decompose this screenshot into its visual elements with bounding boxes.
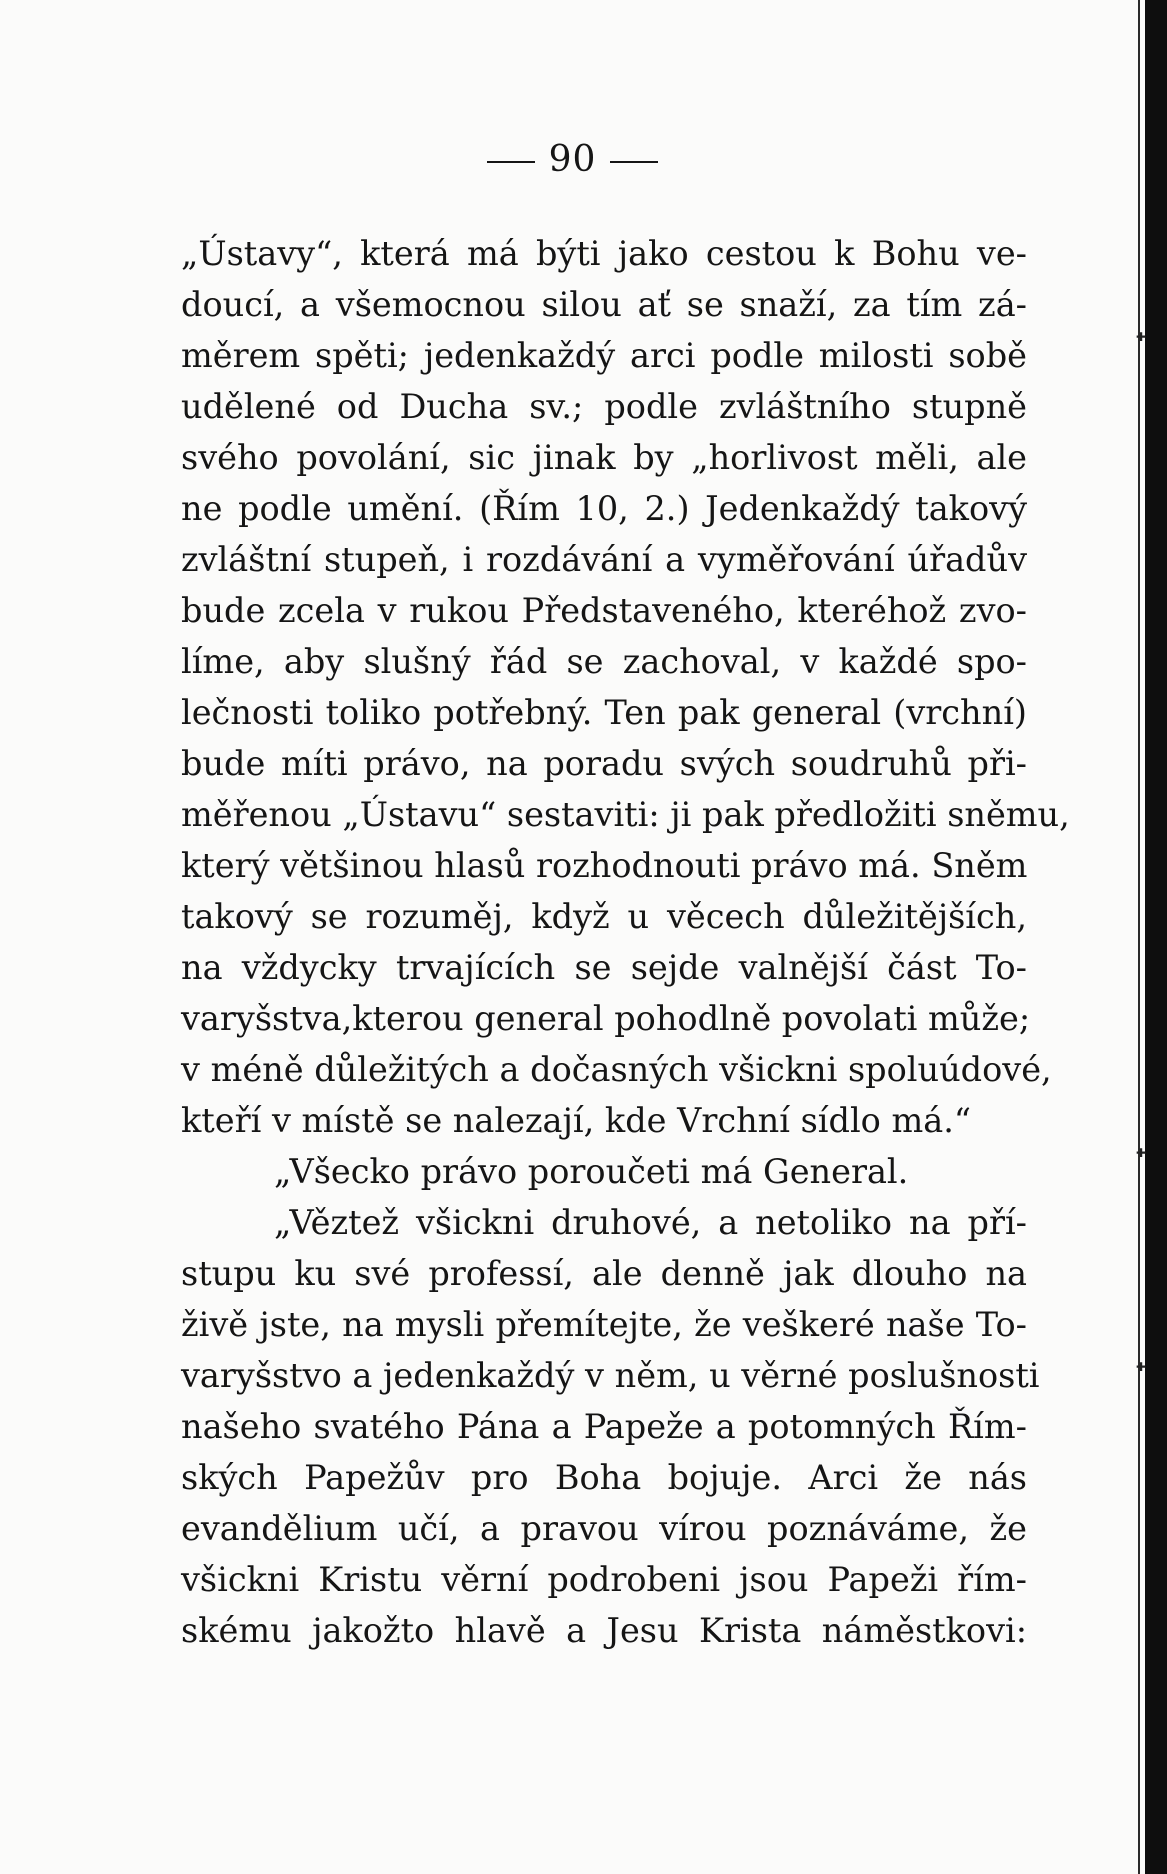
- text-line: doucí, a všemocnou silou ať se snaží, za tím zá-: [181, 285, 1027, 324]
- right-dash: [610, 161, 658, 163]
- text-line: varyšstvo a jedenkaždý v něm, u věrné poslušnosti: [181, 1356, 1040, 1395]
- scan-edge-mark: ✚: [1135, 1146, 1147, 1160]
- text-line: evandělium učí, a pravou vírou poznáváme, že: [181, 1509, 1027, 1548]
- text-line: varyšstva,kterou general pohodlně povolati může;: [181, 999, 1031, 1038]
- text-line: v méně důležitých a dočasných všickni spoluúdové,: [181, 1050, 1052, 1089]
- text-line: líme, aby slušný řád se zachoval, v každé spo-: [181, 642, 1027, 681]
- text-line: zvláštní stupeň, i rozdávání a vyměřování úřadův: [181, 540, 1027, 579]
- text-line: měřenou „Ústavu“ sestaviti: ji pak předložiti sněmu,: [181, 795, 1070, 834]
- text-line: kteří v místě se nalezají, kde Vrchní sídlo má.“: [181, 1101, 972, 1140]
- left-dash: [487, 161, 535, 163]
- text-line: „Věztež všickni druhové, a netoliko na pří-: [274, 1203, 1027, 1242]
- text-line: měrem spěti; jedenkaždý arci podle milosti sobě: [181, 336, 1027, 375]
- text-line: bude zcela v rukou Představeného, kteréhož zvo-: [181, 591, 1027, 630]
- text-line: „Ústavy“, která má býti jako cestou k Bohu ve-: [181, 234, 1027, 273]
- text-line: ských Papežův pro Boha bojuje. Arci že nás: [181, 1458, 1027, 1497]
- text-line: udělené od Ducha sv.; podle zvláštního stupně: [181, 387, 1027, 426]
- text-line: všickni Kristu věrní podrobeni jsou Papeži řím-: [181, 1560, 1027, 1599]
- page-number-header: [0, 138, 1145, 182]
- scan-edge-mark: ✚: [1135, 330, 1147, 344]
- text-line: svého povolání, sic jinak by „horlivost měli, ale: [181, 438, 1027, 477]
- body-text: [181, 228, 1070, 1656]
- text-line: který většinou hlasů rozhodnouti právo má. Sněm: [181, 846, 1028, 885]
- scan-edge-mark: ✚: [1135, 1360, 1147, 1374]
- text-line: „Všecko právo poroučeti má General.: [274, 1152, 909, 1191]
- scan-edge: [1145, 0, 1167, 1874]
- text-line: našeho svatého Pána a Papeže a potomných Řím-: [181, 1407, 1027, 1446]
- text-line: takový se rozuměj, když u věcech důležitějších,: [181, 897, 1027, 936]
- text-line: stupu ku své professí, ale denně jak dlouho na: [181, 1254, 1027, 1293]
- text-line: bude míti právo, na poradu svých soudruhů při-: [181, 744, 1027, 783]
- text-line: skému jakožto hlavě a Jesu Krista náměstkovi:: [181, 1611, 1027, 1650]
- scan-edge-line: [1138, 0, 1140, 1874]
- text-line: lečnosti toliko potřebný. Ten pak general (vrchní): [181, 693, 1027, 732]
- text-line: ne podle umění. (Řím 10, 2.) Jedenkaždý takový: [181, 489, 1027, 528]
- text-line: na vždycky trvajících se sejde valnější část To-: [181, 948, 1027, 987]
- page-number: 90: [548, 139, 597, 180]
- text-line: živě jste, na mysli přemítejte, že veškeré naše To-: [181, 1305, 1027, 1344]
